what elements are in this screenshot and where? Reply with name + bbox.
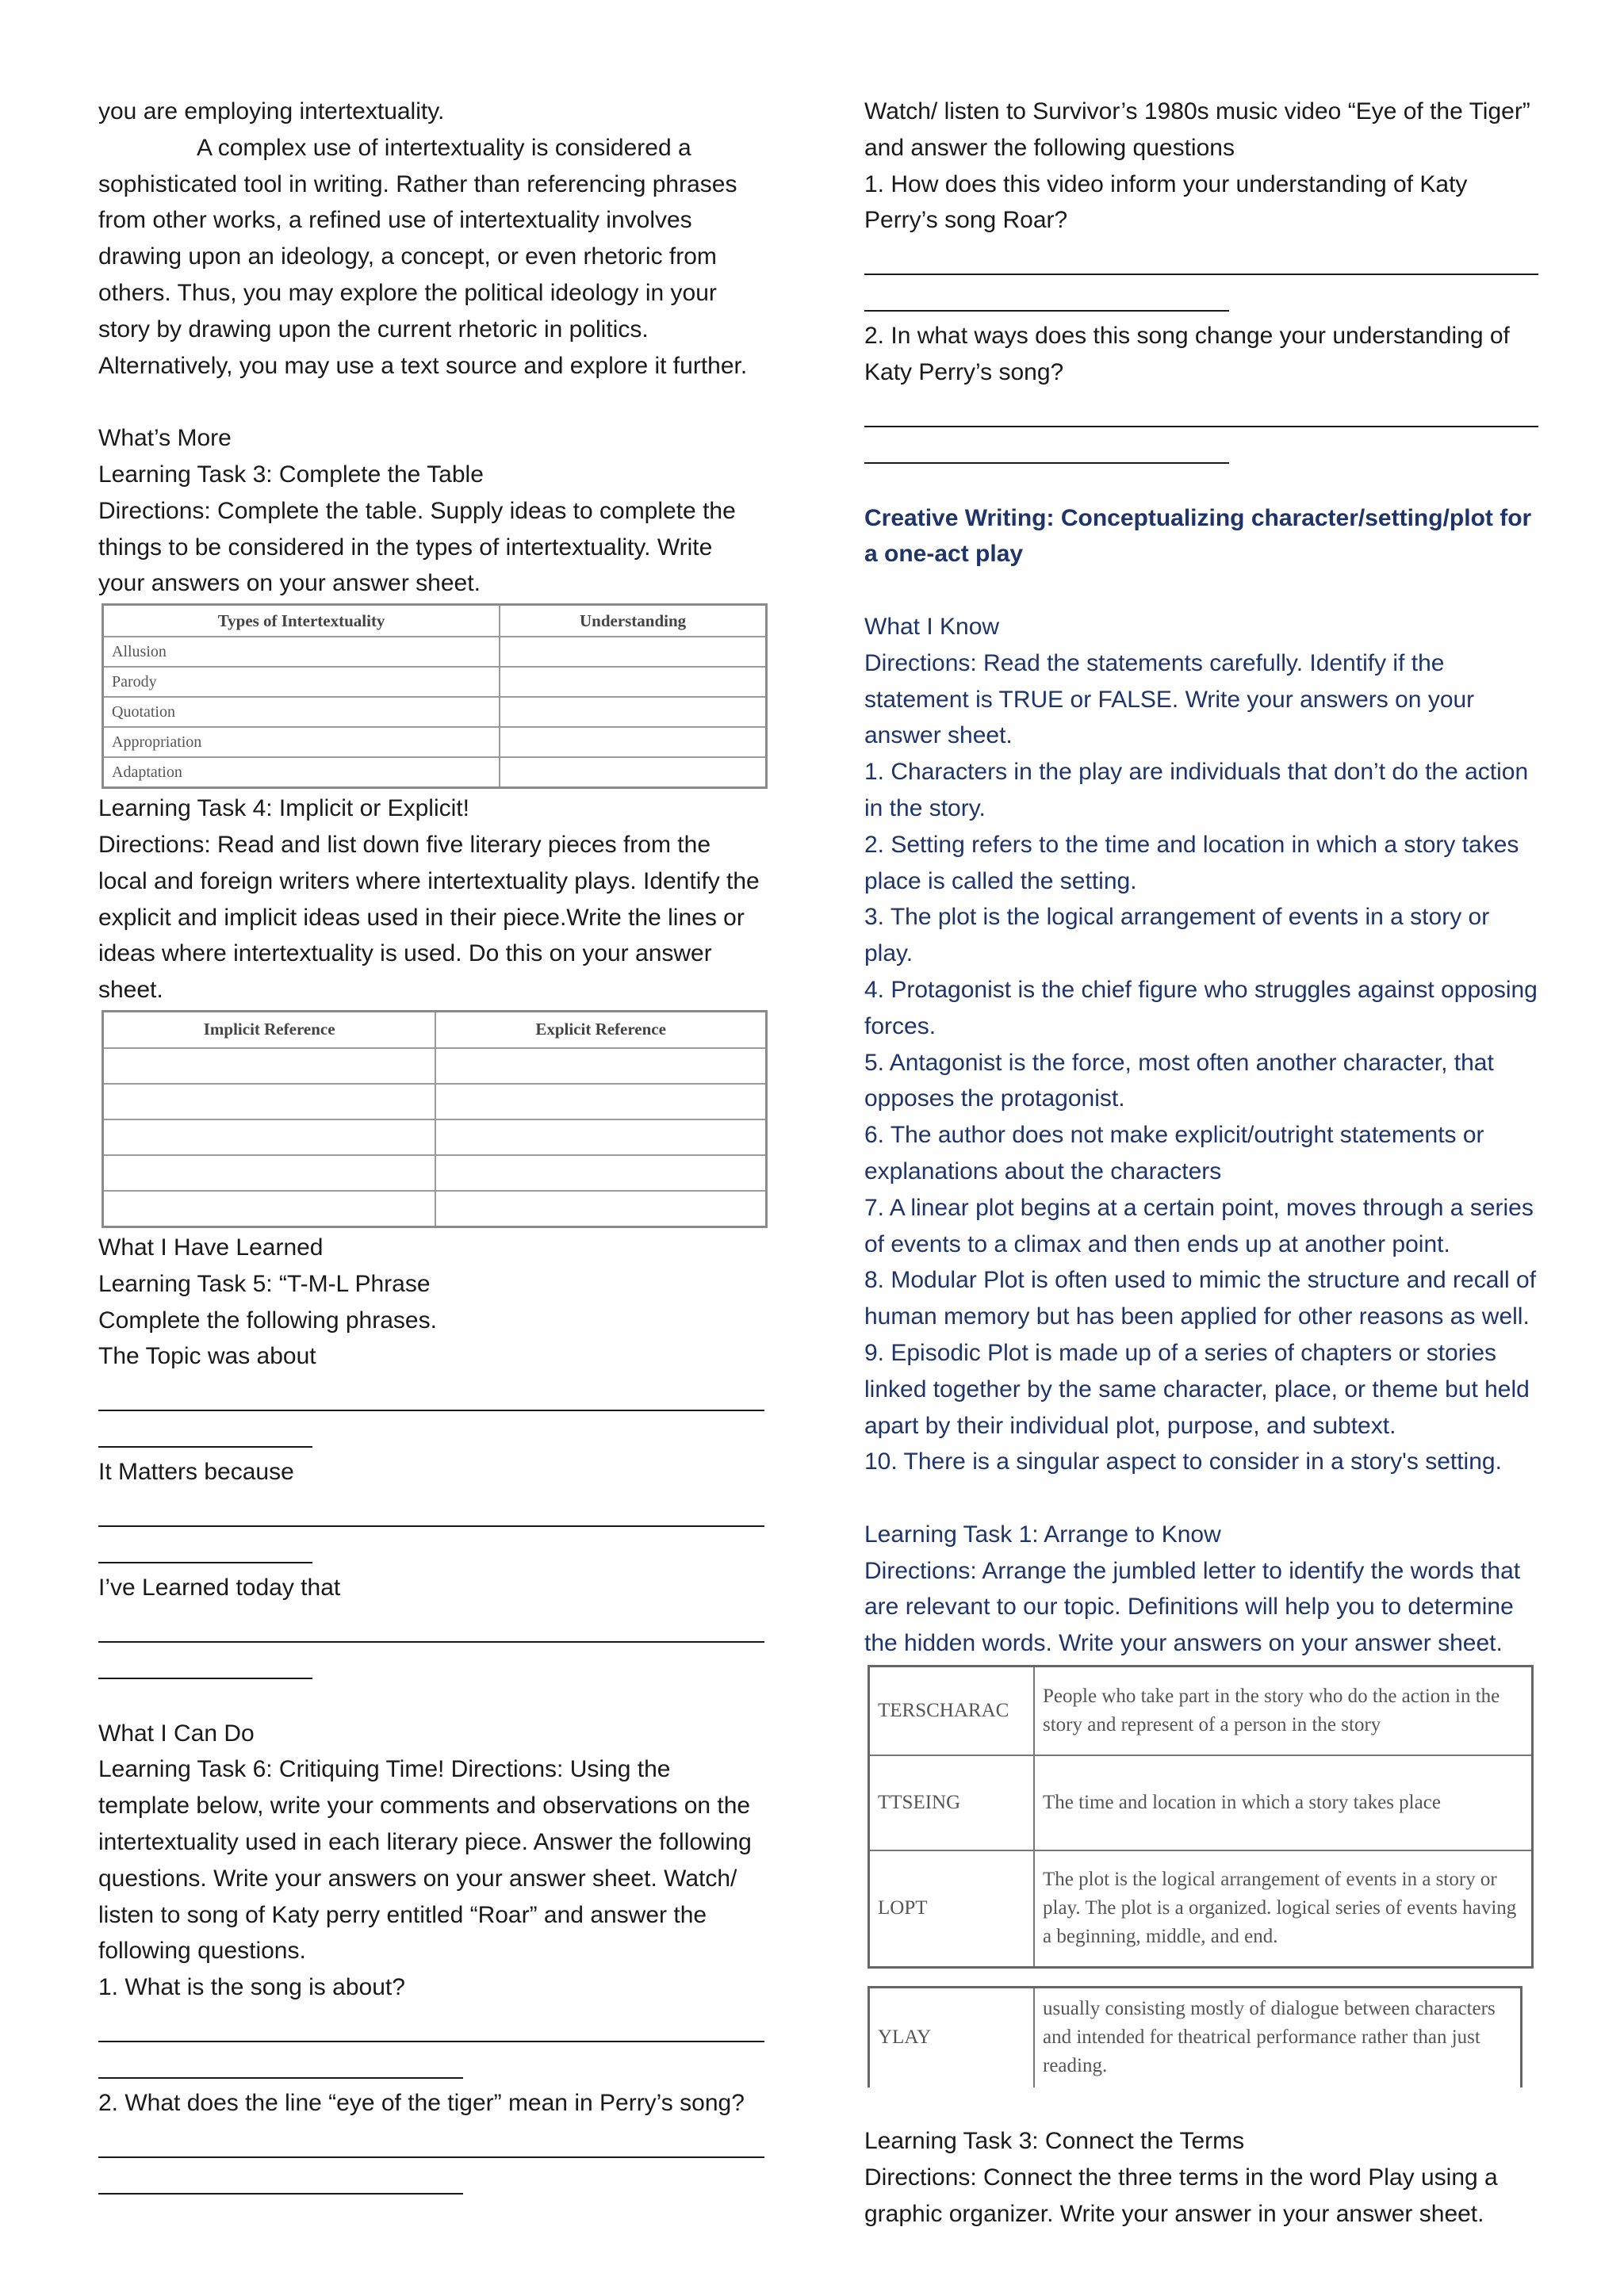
table-row	[869, 1755, 1533, 1850]
task3-title: Learning Task 3: Complete the Table	[98, 461, 484, 488]
learned-today-prompt: I’ve Learned today that	[98, 1574, 341, 1601]
spacer	[98, 384, 764, 420]
answer-cell[interactable]	[435, 1155, 766, 1191]
answer-cell[interactable]	[500, 757, 766, 788]
answer-line[interactable]	[98, 2122, 764, 2158]
answer-cell[interactable]	[103, 1048, 436, 1084]
statement-item: 3. The plot is the logical arrangement of events in a story or play.	[864, 904, 1490, 967]
task3-directions: Directions: Complete the table. Supply ideas to complete the things to be considered in the types of intertextuality. Write your answers on your answer sheet.	[98, 497, 736, 597]
section-heading-whats-more: What’s More	[98, 425, 232, 452]
statement-item: 9. Episodic Plot is made up of a series of chapters or stories linked together by the same character, place, or theme but held apart by their individual plot, purpose, and subtext.	[864, 1339, 1530, 1439]
question-2: 2. In what ways does this song change your understanding of Katy Perry’s song?	[864, 323, 1510, 385]
table-row	[103, 1191, 767, 1227]
spacer	[864, 464, 1538, 500]
answer-line[interactable]	[98, 1643, 312, 1679]
table-row	[103, 757, 767, 788]
section-heading-can-do: What I Can Do	[98, 1720, 255, 1747]
table-header-row	[103, 605, 767, 637]
right-column	[864, 94, 1538, 2233]
task4-directions: Directions: Read and list down five literary pieces from the local and foreign writers where intertextuality plays. Identify the explicit and implicit ideas used in their piece.Write the lines or ideas where intertextuality is used. Do this on your answer sheet.	[98, 831, 760, 1004]
answer-cell[interactable]	[103, 1155, 436, 1191]
task5-title: Learning Task 5: “T-M-L Phrase	[98, 1270, 431, 1297]
section-heading-learned: What I Have Learned	[98, 1234, 324, 1261]
jumbled-words-table	[868, 1665, 1534, 1969]
answer-cell[interactable]	[500, 697, 766, 727]
task6-directions: Learning Task 6: Critiquing Time! Directions: Using the template below, write your comments and observations on the intertextuality used in each literary piece. Answer the following questions. Write your answers on your answer sheet. Watch/ listen to song of Katy perry entitled “Roar” and answer the following questions.	[98, 1756, 752, 1965]
intro-line: you are employing intertextuality.	[98, 98, 445, 124]
table-row	[869, 1850, 1533, 1968]
answer-line[interactable]	[864, 427, 1229, 464]
answer-cell[interactable]	[103, 1084, 436, 1119]
answer-line[interactable]	[98, 1527, 312, 1563]
jumbled-word: TTSEING	[869, 1755, 1035, 1850]
table-row	[103, 727, 767, 757]
answer-line[interactable]	[98, 2158, 463, 2195]
statement-item: 8. Modular Plot is often used to mimic the structure and recall of human memory but has been applied for other reasons as well.	[864, 1267, 1537, 1330]
know-directions: Directions: Read the statements carefully. Identify if the statement is TRUE or FALSE. Write your answers on your answer sheet.	[864, 649, 1475, 749]
jumbled-word: TERSCHARAC	[869, 1667, 1035, 1755]
table-row	[103, 1155, 767, 1191]
task1-directions: Directions: Arrange the jumbled letter to identify the words that are relevant to our topic. Definitions will help you to determine the hidden words. Write your answers on your answer sheet.	[864, 1557, 1521, 1657]
answer-cell[interactable]	[435, 1191, 766, 1227]
table-cell: Parody	[103, 667, 500, 697]
task5-directions: Complete the following phrases.	[98, 1307, 437, 1334]
answer-cell[interactable]	[500, 727, 766, 757]
task4-title: Learning Task 4: Implicit or Explicit!	[98, 795, 469, 822]
answer-line[interactable]	[98, 1375, 764, 1411]
spacer	[864, 572, 1538, 609]
statement-item: 6. The author does not make explicit/outright statements or explanations about the characters	[864, 1122, 1484, 1184]
statement-item: 4. Protagonist is the chief figure who struggles against opposing forces.	[864, 976, 1538, 1039]
answer-line[interactable]	[864, 239, 1538, 275]
answer-line[interactable]	[98, 2006, 764, 2042]
table-row	[103, 697, 767, 727]
word-definition: People who take part in the story who do the action in the story and represent of a person in the story	[1034, 1667, 1533, 1755]
answer-line[interactable]	[98, 2042, 463, 2079]
section-heading-what-i-know: What I Know	[864, 613, 1000, 640]
statement-item: 5. Antagonist is the force, most often another character, that opposes the protagonist.	[864, 1049, 1494, 1112]
answer-line[interactable]	[864, 391, 1538, 427]
table-cell: Appropriation	[103, 727, 500, 757]
answer-cell[interactable]	[103, 1119, 436, 1155]
answer-cell[interactable]	[435, 1119, 766, 1155]
word-definition: The time and location in which a story takes place	[1034, 1755, 1533, 1850]
table-row	[869, 1988, 1522, 2087]
answer-cell[interactable]	[435, 1084, 766, 1119]
table-header: Explicit Reference	[435, 1011, 766, 1048]
question-1: 1. What is the song is about?	[98, 1974, 405, 2001]
statement-item: 10. There is a singular aspect to consider in a story's setting.	[864, 1448, 1502, 1475]
intro-paragraph: A complex use of intertextuality is considered a sophisticated tool in writing. Rather than referencing phrases from other works, a refined use of intertextuality involves drawing upon an ideology, a concept, or even rhetoric from others. Thus, you may explore the political ideology in your story by drawing upon the current rhetoric in politics. Alternatively, you may use a text source and explore it further.	[98, 134, 748, 379]
table-header: Types of Intertextuality	[103, 605, 500, 637]
task1-title: Learning Task 1: Arrange to Know	[864, 1521, 1221, 1548]
task3-connect-directions: Directions: Connect the three terms in the word Play using a graphic organizer. Write your answer in your answer sheet.	[864, 2164, 1498, 2227]
word-definition: The plot is the logical arrangement of events in a story or play. The plot is a organized. logical series of events having a beginning, middle, and end.	[1034, 1850, 1533, 1968]
answer-cell[interactable]	[435, 1048, 766, 1084]
table-row	[103, 1048, 767, 1084]
table-header: Understanding	[500, 605, 766, 637]
table-row	[103, 637, 767, 667]
task3-connect-title: Learning Task 3: Connect the Terms	[864, 2128, 1245, 2155]
answer-line[interactable]	[98, 1490, 764, 1527]
table-row	[103, 667, 767, 697]
question-1: 1. How does this video inform your understanding of Katy Perry’s song Roar?	[864, 170, 1468, 234]
answer-line[interactable]	[864, 275, 1229, 312]
answer-cell[interactable]	[500, 667, 766, 697]
question-2: 2. What does the line “eye of the tiger” mean in Perry’s song?	[98, 2089, 745, 2116]
word-definition: usually consisting mostly of dialogue between characters and intended for theatrical performance rather than just reading.	[1034, 1988, 1522, 2087]
answer-cell[interactable]	[103, 1191, 436, 1227]
table-header: Implicit Reference	[103, 1011, 436, 1048]
matters-prompt: It Matters because	[98, 1459, 294, 1486]
table-cell: Allusion	[103, 637, 500, 667]
left-column	[98, 94, 764, 2195]
section-heading-creative-writing: Creative Writing: Conceptualizing character/setting/plot for a one-act play	[864, 504, 1532, 568]
table-cell: Adaptation	[103, 757, 500, 788]
jumbled-word: YLAY	[869, 1988, 1035, 2087]
answer-line[interactable]	[98, 1411, 312, 1448]
watch-instructions: Watch/ listen to Survivor’s 1980s music video “Eye of the Tiger” and answer the following questions	[864, 98, 1530, 161]
spacer	[864, 1480, 1538, 1517]
answer-cell[interactable]	[500, 637, 766, 667]
table-row	[103, 1119, 767, 1155]
topic-prompt: The Topic was about	[98, 1343, 316, 1370]
statement-item: 1. Characters in the play are individuals that don’t do the action in the story.	[864, 759, 1529, 821]
spacer	[864, 2087, 1538, 2124]
table-cell: Quotation	[103, 697, 500, 727]
spacer	[98, 1679, 764, 1716]
answer-line[interactable]	[98, 1606, 764, 1643]
statement-item: 2. Setting refers to the time and location in which a story takes place is called the setting.	[864, 831, 1519, 894]
jumbled-word: LOPT	[869, 1850, 1035, 1968]
table-header-row	[103, 1011, 767, 1048]
table-row	[869, 1667, 1533, 1755]
jumbled-words-table-continued	[868, 1986, 1522, 2087]
statement-item: 7. A linear plot begins at a certain point, moves through a series of events to a climax and then ends up at another point.	[864, 1194, 1534, 1257]
table-row	[103, 1084, 767, 1119]
intertextuality-table	[102, 603, 768, 789]
reference-table	[102, 1010, 768, 1228]
